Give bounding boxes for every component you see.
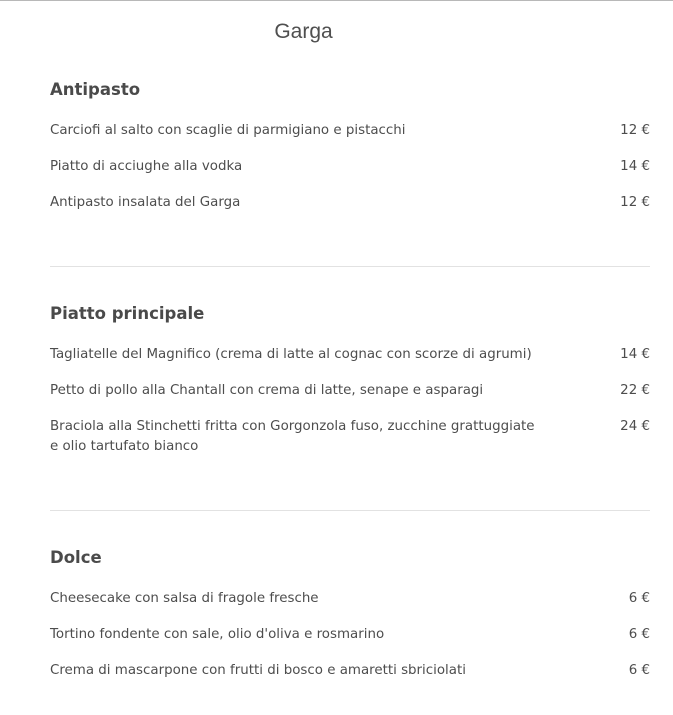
menu-item-name: Crema di mascarpone con frutti di bosco e amaretti sbriciolati bbox=[50, 663, 466, 678]
menu-item-name: Tagliatelle del Magnifico (crema di latte al cognac con scorze di agrumi) bbox=[50, 347, 532, 362]
section-divider bbox=[50, 266, 650, 267]
section-antipasto bbox=[50, 80, 650, 210]
top-border bbox=[0, 0, 673, 1]
menu-item-price: 14 € bbox=[620, 159, 650, 174]
menu-item-price: 6 € bbox=[628, 591, 650, 606]
menu-item-name: Braciola alla Stinchetti fritta con Gorgonzola fuso, zucchine grattuggiate e olio tartufato bianco bbox=[50, 419, 535, 454]
menu-item-price: 12 € bbox=[620, 195, 650, 210]
menu-item-price: 6 € bbox=[628, 663, 650, 678]
section-dolce bbox=[50, 548, 650, 678]
menu-item-name: Carciofi al salto con scaglie di parmigiano e pistacchi bbox=[50, 123, 406, 138]
menu-item-name: Piatto di acciughe alla vodka bbox=[50, 159, 243, 174]
section-heading: Antipasto bbox=[50, 80, 141, 99]
page-title: Garga bbox=[274, 20, 333, 43]
menu-item-price: 14 € bbox=[620, 347, 650, 362]
menu-item-price: 24 € bbox=[620, 419, 650, 434]
menu-item-name: Antipasto insalata del Garga bbox=[50, 195, 241, 210]
menu-item-name: Petto di pollo alla Chantall con crema di latte, senape e asparagi bbox=[50, 383, 484, 398]
section-heading: Dolce bbox=[50, 548, 102, 567]
menu-item-price: 22 € bbox=[620, 383, 650, 398]
menu-item-name: Tortino fondente con sale, olio d'oliva e rosmarino bbox=[50, 627, 385, 642]
section-piatto-principale bbox=[50, 304, 650, 454]
menu-item-price: 12 € bbox=[620, 123, 650, 138]
section-heading: Piatto principale bbox=[50, 304, 205, 323]
menu-item-price: 6 € bbox=[628, 627, 650, 642]
menu-item-name: Cheesecake con salsa di fragole fresche bbox=[50, 591, 319, 606]
section-divider bbox=[50, 510, 650, 511]
